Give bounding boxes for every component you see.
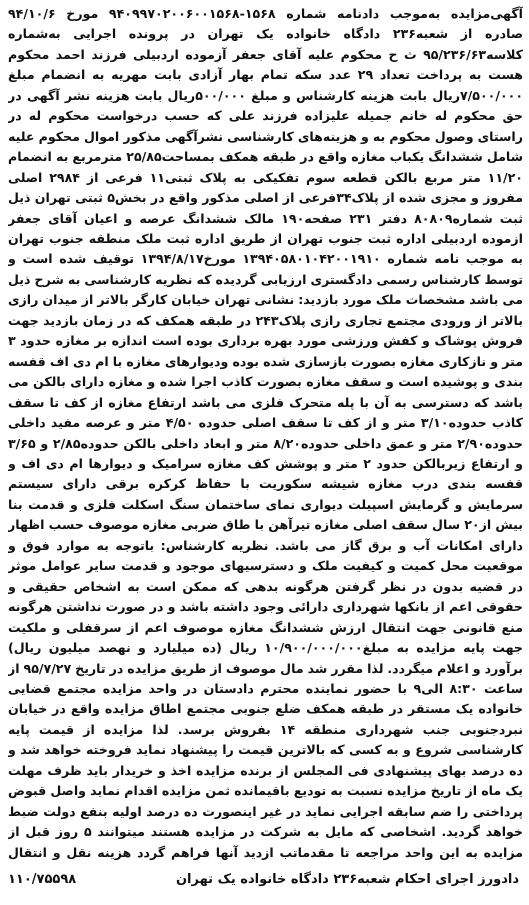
notice-body-text: آگهی‌مزایده به‌موجب دادنامه شماره ۱۵۶۸-۹۴۰۹۹۷۰۲۰۰۶۰۰۱۵۶۸ مورخ ۹۴/۱۰/۶ صادره از شعبه۲۳۶ دادگاه خانواده یک تهران در پرونده اجرایی به‌شماره کلاسه۹۵/۲۳۶/۶۳ ث ح محکوم علیه آقای جعفر آزموده اردبیلی فرزند احمد محکوم هست به پرداخت تعداد ۲۹ عدد سکه تمام بهار آزادی بابت مهریه به انضمام مبلغ ۷/۵۰۰/۰۰۰ریال بابت هزینه کارشناس و مبلغ ۵۰۰/۰۰۰ریال بابت هزینه نشر آگهی در حق محکوم له خانم جمیله علیزاده فرزند علی که حسب درخواست محکوم له در راستای وصول محکوم به و هزینه‌های کارشناسی نشرآگهی مذکور اموال محکوم علیه شامل ششدانگ یکباب مغازه واقع در طبقه همکف بمساحت۲۵/۸۵ مترمربع به انضمام ۱۱/۲۰ متر مربع بالکن قطعه سوم تفکیکی به پلاک ثبتی۱۱ فرعی از ۲۹۸۴ اصلی مفروز و مجزی شده از پلاک۳۴فرعی از اصلی مذکور واقع در بخش۵ ثبتی تهران ذیل ثبت شماره۸۰۸۰۹ دفتر ۲۳۱ صفحه۱۹۰ مالک ششدانگ عرصه و اعیان آقای جعفر ازموده اردبیلی اداره ثبت جنوب تهران از طریق اداره ثبت ملک منطقه جنوب تهران به موجب نامه شماره ۱۳۹۴۰۵۸۰۱۰۴۲۰۰۱۹۱۰ مورخ۱۳۹۴/۸/۱۷ توقیف شده است و توسط کارشناس رسمی دادگستری ارزیابی گردیده که نظریه کارشناسی به شرح ذیل می باشد مشخصات ملک مورد بازدید: نشانی تهران خیابان کارگر بالاتر از میدان رازی بالاتر از ورودی مجتمع تجاری رازی پلاک۲۴۳ در طبقه همکف که در زمان بازدید جهت فروش پوشاک و کفش ورزشی مورد بهره برداری بوده است اندازه بر مغازه حدود ۳ متر و نازکاری مغازه بصورت بازسازی شده بوده ودیوارهای مغازه با ام دی اف قفسه بندی و پوشیده است و سقف مغازه بصورت کاذب اجرا شده و مغازه دارای بالکن می باشد که دسترسی به آن با پله متحرک فلزی می باشد ارتفاع مغازه از کف تا سقف کاذب حدوده۳/۱۰ متر و از کف تا سقف اصلی حدوده ۴/۵۰ متر و عرصه مفید داخلی حدوده۲/۹۰ متر و عمق داخلی حدوده۸/۲۰ متر و ابعاد داخلی بالکن حدوده۲/۸۵ و ۳/۶۵ و ارتفاع زیربالکن حدود ۲ متر و پوشش کف مغازه سرامیک و دیوارها ام دی اف و قفسه بندی درب مغازه شیشه سکوریت با حفاظ کرکره برقی دارای سیستم سرمایش و گرمایش اسپیلت دیواری نمای ساختمان سنگ اسکلت فلزی و قدمت بنا بیش از۲۰ سال سقف اصلی مغازه تیرآهن با طاق ضربی مغازه موصوف حسب اظهار دارای امکانات آب و برق گاز می باشد. نظریه کارشناس: باتوجه به موارد فوق و موقعیت محل کمیت و کیفیت ملک و دسترسیهای موجود و قدمت سایر عوامل موثر در قضیه بدون در نظر گرفتن هرگونه بدهی که ممکن است به اشخاص حقیقی و حقوقی اعم از بانکها شهرداری دارائی وجود داشته باشد و در صورت نداشتن هرگونه منع قانونی جهت انتقال ارزش ششدانگ مغازه موصوف اعم از سرقفلی و ملکیت جهت پایه مزایده به مبلغ۱۰/۹۰۰/۰۰۰/۰۰۰ ریال (ده میلیارد و نهصد میلیون ریال) برآورد و اعلام میگردد. لذا مقرر شد مال موصوف از طریق مزایده در تاریخ ۹۵/۷/۲۷ از ساعت ۸:۳۰ الی۹ با حضور نماینده محترم دادستان در واحد مزایده مجتمع قضایی خانواده یک مستقر در طبقه همکف ضلع جنوبی مجتمع اطاق مزایده واقع در خیابان نبردجنوبی جنب شهرداری منطقه ۱۴ بفروش برسد. لذا مزایده از قیمت پایه کارشناسی شروع و به کسی که بالاترین قیمت را پیشنهاد نماید فروخته خواهد شد و ده درصد بهای پیشنهادی فی المجلس از برنده مزایده اخذ و خریدار باید ظرف مهلت یک ماه از تاریخ مزایده نسبت به تودیع باقیمانده ثمن مزایده اقدام نماید واصل قبوض پرداختی را ضم سابقه اجرایی نماید در غیر اینصورت ده درصد اولیه بنفع دولت ضبط خواهد گردید. اشخاصی که مایل به شرکت در مزایده هستند میتوانند ۵ روز قبل از مزایده به این واحد مراجعه تا مقدماتب ازدید آنها فراهم گردد هزینه نقل و انتقال <box>8 6 523 860</box>
notice-issuer: دادورز اجرای احکام شعبه۲۳۶ دادگاه خانواده یک تهران <box>175 871 519 887</box>
notice-footer <box>8 868 519 890</box>
notice-column <box>8 4 523 864</box>
notice-code: ۱۱۰/۷۵۵۹۸ <box>8 871 77 887</box>
